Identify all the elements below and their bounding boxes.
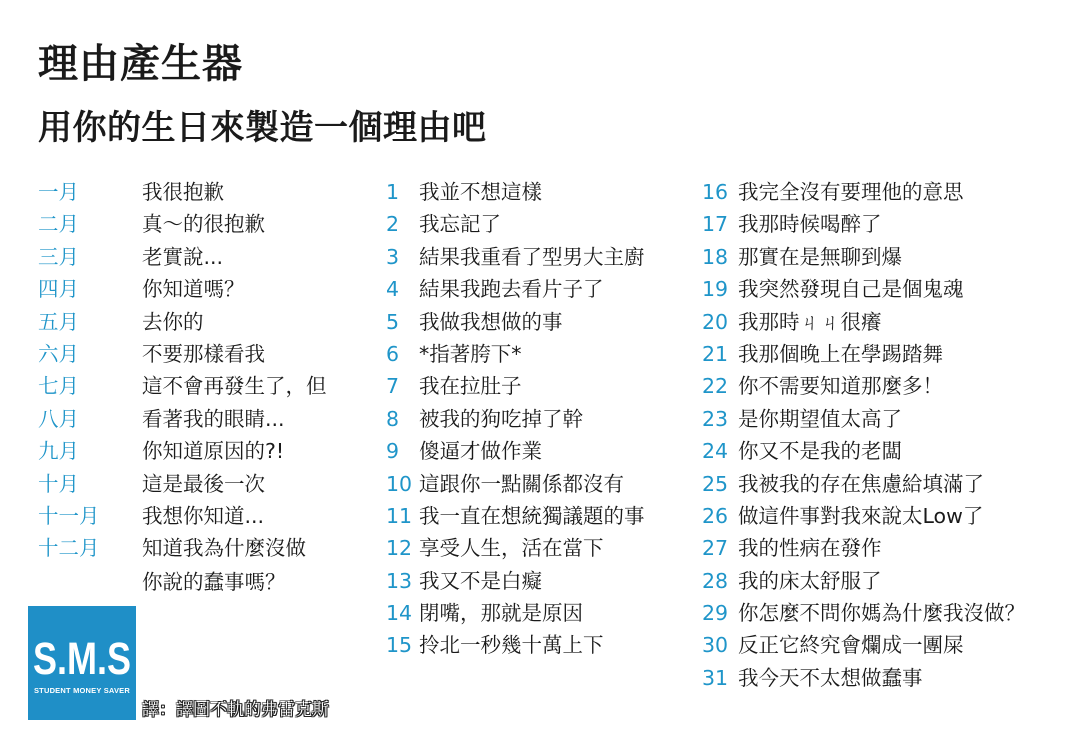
day-entry	[386, 629, 645, 661]
day-entry	[386, 565, 645, 597]
day-number: 14	[386, 601, 413, 626]
month-entry	[38, 500, 327, 532]
excuse-text: 我那個晚上在學踢踏舞	[738, 341, 943, 366]
day-entry	[386, 500, 645, 532]
day-number: 3	[386, 244, 400, 269]
day-entry	[386, 403, 645, 435]
excuse-text: 你怎麼不問你媽為什麼我沒做？	[738, 601, 1025, 626]
excuse-text: 老實說...	[142, 244, 224, 269]
day-entry	[386, 532, 645, 564]
day-entry	[702, 338, 1025, 370]
excuse-text: 我被我的存在焦慮給填滿了	[738, 471, 984, 496]
day-number: 19	[702, 277, 729, 302]
day-number: 20	[702, 309, 729, 334]
day-number: 10	[386, 471, 413, 496]
day-number: 25	[702, 471, 729, 496]
month-label: 七月	[38, 374, 79, 399]
day-number: 6	[386, 341, 400, 366]
excuse-text: 看著我的眼睛...	[142, 406, 285, 431]
day-number: 27	[702, 536, 729, 561]
day-number: 8	[386, 406, 400, 431]
day-entry	[386, 241, 645, 273]
day-number: 5	[386, 309, 400, 334]
excuse-text: 這跟你一點關係都沒有	[419, 471, 624, 496]
day-number: 21	[702, 341, 729, 366]
day-entry	[702, 176, 1025, 208]
day-number: 11	[386, 503, 413, 528]
logo-text: S.M.S	[32, 632, 131, 684]
excuse-text: 這不會再發生了，但	[142, 374, 327, 399]
excuse-text: 結果我跑去看片子了	[419, 277, 604, 302]
day-number: 17	[702, 212, 729, 237]
excuse-text: 我很抱歉	[142, 180, 224, 204]
month-entry	[38, 435, 327, 467]
excuse-text: 這是最後一次	[142, 471, 265, 496]
day-entry	[702, 468, 1025, 500]
excuse-text: 我一直在想統獨議題的事	[419, 503, 645, 528]
excuse-text: 我做我想做的事	[419, 309, 563, 334]
excuse-text: 我的床太舒服了	[738, 568, 882, 593]
excuse-text: 我在拉肚子	[419, 374, 522, 399]
day-entry	[702, 273, 1025, 305]
month-entry	[38, 241, 327, 273]
month-entry	[38, 208, 327, 240]
excuse-text: 你知道原因的?!	[142, 439, 285, 464]
month-entry-continuation: 你說的蠢事嗎？	[142, 570, 286, 594]
day-entry	[386, 208, 645, 240]
excuse-text: 做這件事對我來說太Low了	[738, 503, 984, 528]
month-entry	[38, 370, 327, 402]
day-entry	[702, 306, 1025, 338]
day-entry	[702, 532, 1025, 564]
excuse-text: 那實在是無聊到爆	[738, 244, 902, 269]
excuse-text: 我忘記了	[419, 212, 501, 237]
month-label: 三月	[38, 244, 79, 269]
month-entry	[38, 403, 327, 435]
excuse-text: 你知道嗎？	[142, 277, 245, 302]
excuse-text: 享受人生，活在當下	[419, 536, 604, 561]
excuse-text: 真～的很抱歉	[142, 212, 265, 237]
excuse-text: 知道我為什麼沒做	[142, 536, 306, 561]
day-entry	[386, 176, 645, 208]
excuse-text: 閉嘴，那就是原因	[419, 601, 583, 626]
day-number: 9	[386, 439, 400, 464]
sms-logo	[28, 606, 136, 720]
day-number: 29	[702, 601, 729, 626]
excuse-text: 不要那樣看我	[142, 341, 265, 366]
day-entry	[702, 629, 1025, 661]
month-label: 十二月	[38, 536, 100, 561]
day-entry	[702, 500, 1025, 532]
month-label: 六月	[38, 341, 79, 366]
month-entry	[38, 306, 327, 338]
excuse-text: 去你的	[142, 309, 204, 334]
excuse-text: 我完全沒有要理他的意思	[738, 180, 964, 204]
excuse-text: 我突然發現自己是個鬼魂	[738, 277, 964, 302]
excuse-text: 你又不是我的老闆	[738, 439, 902, 464]
day-entry	[702, 662, 1025, 694]
day-entry	[386, 597, 645, 629]
day-number: 24	[702, 439, 729, 464]
day-entry	[386, 273, 645, 305]
day-entry	[702, 208, 1025, 240]
day-number: 16	[702, 180, 729, 204]
excuse-text: *指著胯下*	[419, 341, 522, 366]
month-label: 九月	[38, 439, 79, 464]
day-number: 30	[702, 633, 729, 658]
page-title: 理由產生器	[38, 41, 243, 87]
day-number: 18	[702, 244, 729, 269]
day-entry	[386, 468, 645, 500]
day-number: 4	[386, 277, 400, 302]
day-entry	[702, 370, 1025, 402]
month-label: 十一月	[38, 503, 100, 528]
excuse-text: 我又不是白癡	[419, 568, 542, 593]
month-label: 十月	[38, 471, 79, 496]
excuse-text: 被我的狗吃掉了幹	[419, 406, 583, 431]
month-label: 二月	[38, 212, 79, 237]
day-number: 12	[386, 536, 413, 561]
excuse-text: 是你期望值太高了	[738, 406, 902, 431]
day-entry	[702, 435, 1025, 467]
month-entry	[38, 532, 327, 564]
day-number: 23	[702, 406, 729, 431]
day-number: 1	[386, 180, 400, 204]
day-list-column-2	[702, 176, 1025, 694]
day-number: 31	[702, 665, 729, 690]
day-entry	[702, 597, 1025, 629]
day-number: 28	[702, 568, 729, 593]
excuse-text: 拎北一秒幾十萬上下	[419, 633, 604, 658]
month-entry	[38, 176, 327, 208]
month-entry	[38, 468, 327, 500]
day-number: 7	[386, 374, 400, 399]
excuse-text: 你不需要知道那麼多！	[738, 374, 943, 399]
month-label: 一月	[38, 180, 79, 204]
day-entry	[386, 338, 645, 370]
day-entry	[702, 241, 1025, 273]
day-number: 2	[386, 212, 400, 237]
month-entry	[38, 338, 327, 370]
excuse-text: 反正它終究會爛成一團屎	[738, 633, 964, 658]
excuse-text: 我的性病在發作	[738, 536, 882, 561]
excuse-text: 結果我重看了型男大主廚	[419, 244, 645, 269]
excuse-text: 我今天不太想做蠢事	[738, 665, 923, 690]
month-label: 五月	[38, 309, 79, 334]
excuse-text: 我那時候喝醉了	[738, 212, 882, 237]
day-entry	[386, 306, 645, 338]
month-label: 四月	[38, 277, 79, 302]
day-entry	[702, 565, 1025, 597]
day-entry	[386, 435, 645, 467]
excuse-text: 我那時ㄐㄐ很癢	[738, 309, 882, 334]
translator-credit: 譯：譯圖不軌的弗雷克斯	[142, 700, 329, 720]
day-number: 15	[386, 633, 413, 658]
day-entry	[702, 403, 1025, 435]
page-subtitle: 用你的生日來製造一個理由吧	[38, 108, 487, 148]
excuse-text: 傻逼才做作業	[419, 439, 542, 464]
day-number: 26	[702, 503, 729, 528]
month-entry	[38, 273, 327, 305]
day-list-column-1	[386, 176, 645, 662]
day-number: 22	[702, 374, 729, 399]
month-label: 八月	[38, 406, 79, 431]
month-list	[38, 176, 327, 565]
day-number: 13	[386, 568, 413, 593]
day-entry	[386, 370, 645, 402]
excuse-text: 我並不想這樣	[419, 180, 542, 204]
logo-tagline: STUDENT MONEY SAVER	[33, 686, 131, 695]
excuse-text: 我想你知道...	[142, 503, 265, 528]
